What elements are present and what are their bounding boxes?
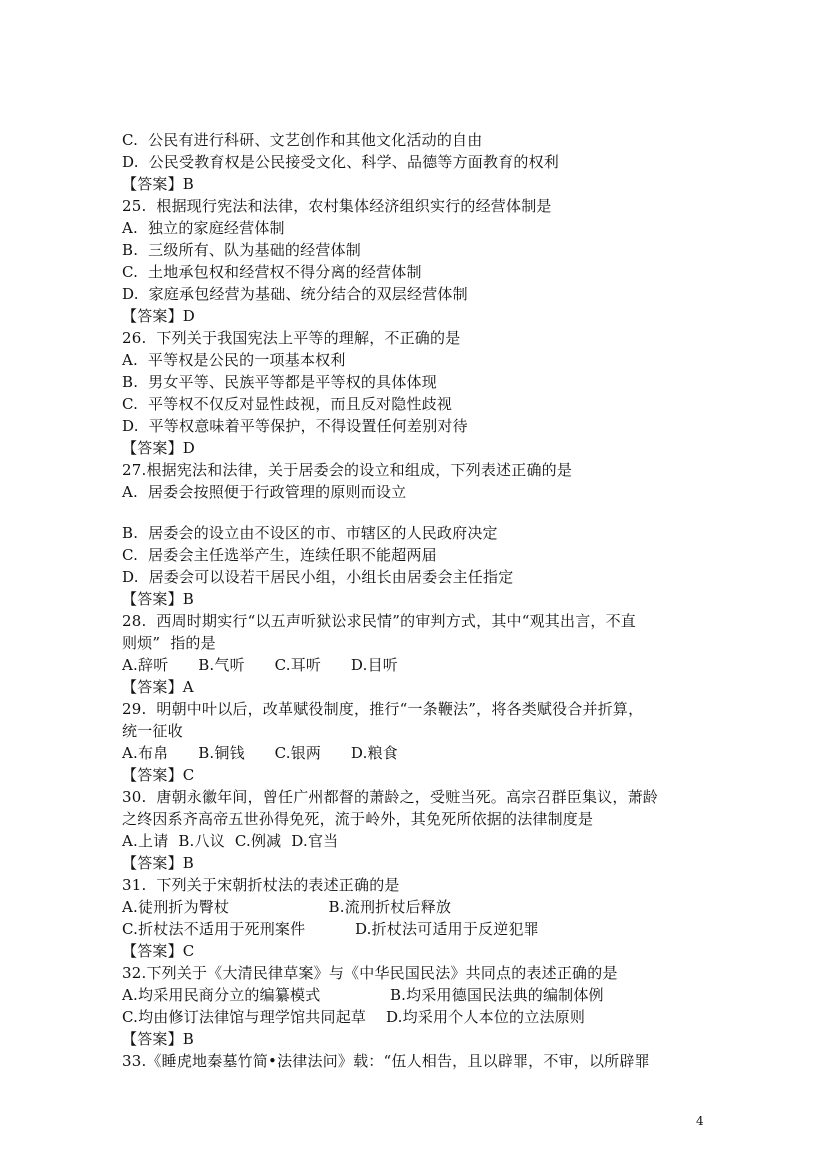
- option-d: D. 平等权意味着平等保护，不得设置任何差别对待: [122, 417, 468, 435]
- question-30-cont: 之终因系齐高帝五世孙得免死，流于岭外，其免死所依据的法律制度是: [122, 810, 594, 828]
- option-c: C. 土地承包权和经营权不得分离的经营体制: [122, 263, 422, 281]
- answer-line: 【答案】D: [122, 307, 196, 325]
- question-26: 26. 下列关于我国宪法上平等的理解，不正确的是: [122, 329, 461, 347]
- question-28-cont: 则烦” 指的是: [122, 634, 216, 652]
- option-a: A. 居委会按照便于行政管理的原则而设立: [122, 483, 407, 501]
- option-a: A. 独立的家庭经营体制: [122, 219, 285, 237]
- options-row: A.布帛 B.铜钱 C.银两 D.粮食: [122, 744, 398, 762]
- option-c: C. 公民有进行科研、文艺创作和其他文化活动的自由: [122, 131, 483, 149]
- answer-line: 【答案】B: [122, 1030, 195, 1048]
- answer-line: 【答案】B: [122, 590, 195, 608]
- option-b: B. 三级所有、队为基础的经营体制: [122, 241, 361, 259]
- options-row: A.辞听 B.气听 C.耳听 D.目听: [122, 656, 398, 674]
- question-30: 30. 唐朝永徽年间，曾任广州都督的萧龄之，受赃当死。高宗召群臣集议，萧龄: [122, 788, 658, 806]
- question-28: 28. 西周时期实行“以五声听狱讼求民情”的审判方式，其中“观其出言，不直: [122, 612, 636, 630]
- option-c: C. 居委会主任选举产生，连续任职不能超两届: [122, 546, 437, 564]
- question-25: 25. 根据现行宪法和法律，农村集体经济组织实行的经营体制是: [122, 197, 552, 215]
- option-a: A. 平等权是公民的一项基本权利: [122, 351, 346, 369]
- option-d: D. 公民受教育权是公民接受文化、科学、品德等方面教育的权利: [122, 153, 559, 171]
- options-row: A.徒刑折为臀杖 B.流刑折杖后释放: [122, 898, 452, 916]
- answer-line: 【答案】C: [122, 766, 195, 784]
- options-row: A.均采用民商分立的编纂模式 B.均采用德国民法典的编制体例: [122, 986, 604, 1004]
- answer-line: 【答案】B: [122, 854, 195, 872]
- option-c: C. 平等权不仅反对显性歧视，而且反对隐性歧视: [122, 395, 453, 413]
- answer-line: 【答案】C: [122, 942, 195, 960]
- question-31: 31. 下列关于宋朝折杖法的表述正确的是: [122, 876, 400, 894]
- options-row: C.均由修订法律馆与理学馆共同起草 D.均采用个人本位的立法原则: [122, 1008, 586, 1026]
- option-d: D. 家庭承包经营为基础、统分结合的双层经营体制: [122, 285, 468, 303]
- question-27: 27.根据宪法和法律，关于居委会的设立和组成，下列表述正确的是: [122, 461, 573, 479]
- option-d: D. 居委会可以设若干居民小组，小组长由居委会主任指定: [122, 568, 514, 586]
- question-29: 29. 明朝中叶以后，改革赋役制度，推行“一条鞭法”，将各类赋役合并折算，: [122, 700, 644, 718]
- options-row: A.上请 B.八议 C.例减 D.官当: [122, 832, 339, 850]
- question-29-cont: 统一征收: [122, 722, 183, 740]
- answer-line: 【答案】A: [122, 678, 194, 696]
- answer-line: 【答案】B: [122, 175, 195, 193]
- option-b: B. 居委会的设立由不设区的市、市辖区的人民政府决定: [122, 524, 498, 542]
- question-32: 32.下列关于《大清民律草案》与《中华民国民法》共同点的表述正确的是: [122, 964, 618, 982]
- page-number: 4: [696, 1114, 704, 1128]
- options-row: C.折杖法不适用于死刑案件 D.折杖法可适用于反逆犯罪: [122, 920, 539, 938]
- option-b: B. 男女平等、民族平等都是平等权的具体体现: [122, 373, 437, 391]
- question-33: 33.《睡虎地秦墓竹简•法律法问》载：“伍人相告，且以辟罪，不审，以所辟罪: [122, 1052, 650, 1070]
- answer-line: 【答案】D: [122, 439, 196, 457]
